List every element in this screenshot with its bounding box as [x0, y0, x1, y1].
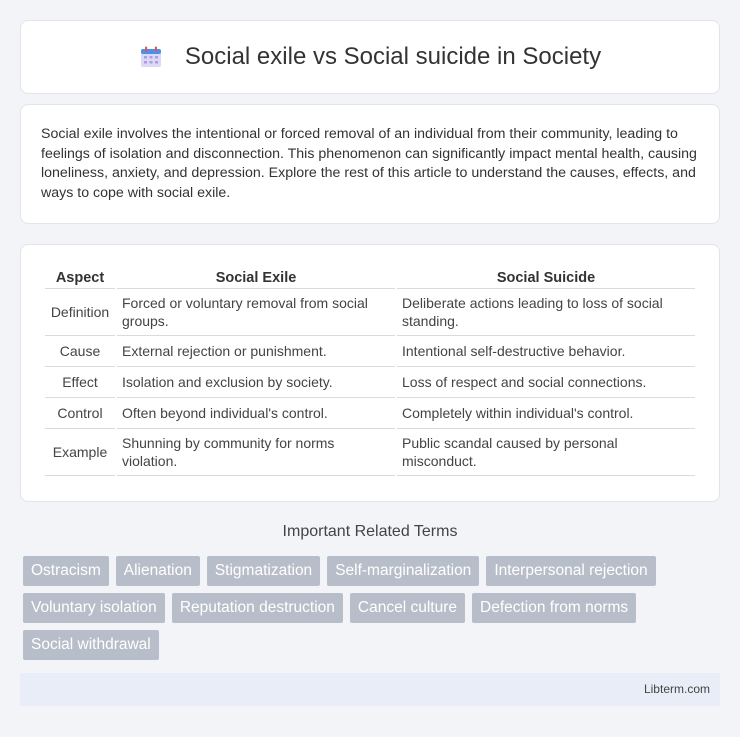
- table-cell-social-suicide: Deliberate actions leading to loss of social standing.: [397, 289, 695, 336]
- table-cell-social-suicide: Intentional self-destructive behavior.: [397, 336, 695, 367]
- related-term-tag[interactable]: Interpersonal rejection: [486, 556, 655, 586]
- column-header-social-exile: Social Exile: [117, 265, 395, 289]
- intro-text: Social exile involves the intentional or forced removal of an individual from their community, leading to feelings of isolation and disconnection. This phenomenon can significantly impact mental health, causing loneliness, anxiety, and depression. Explore the rest of this article to understand the causes, effects, and ways to cope with social exile.: [41, 126, 697, 201]
- related-term-tag[interactable]: Self-marginalization: [327, 556, 479, 586]
- comparison-table: [43, 265, 697, 476]
- related-terms-heading: Important Related Terms: [282, 523, 458, 540]
- calendar-icon: [139, 45, 163, 69]
- table-cell-social-exile: Often beyond individual's control.: [117, 398, 395, 429]
- related-term-tag[interactable]: Alienation: [116, 556, 200, 586]
- table-row: [45, 398, 695, 429]
- table-row: [45, 336, 695, 367]
- table-row: [45, 429, 695, 476]
- table-cell-aspect: Cause: [45, 336, 115, 367]
- related-term-tag[interactable]: Social withdrawal: [23, 630, 159, 660]
- table-cell-social-exile: Shunning by community for norms violation.: [117, 429, 395, 476]
- column-header-social-suicide: Social Suicide: [397, 265, 695, 289]
- footer: [20, 673, 720, 706]
- related-term-tag[interactable]: Cancel culture: [350, 593, 465, 623]
- related-term-tag[interactable]: Reputation destruction: [172, 593, 343, 623]
- table-cell-social-suicide: Public scandal caused by personal misconduct.: [397, 429, 695, 476]
- table-cell-social-exile: Forced or voluntary removal from social groups.: [117, 289, 395, 336]
- table-cell-social-suicide: Completely within individual's control.: [397, 398, 695, 429]
- comparison-table-card: [20, 244, 720, 502]
- related-term-tag[interactable]: Ostracism: [23, 556, 109, 586]
- table-header-row: [45, 265, 695, 289]
- related-terms-list: [23, 556, 723, 660]
- header-inner: [139, 43, 601, 71]
- column-header-aspect: Aspect: [45, 265, 115, 289]
- header-card: [20, 20, 720, 94]
- related-term-tag[interactable]: Voluntary isolation: [23, 593, 165, 623]
- table-cell-aspect: Effect: [45, 367, 115, 398]
- table-cell-social-exile: External rejection or punishment.: [117, 336, 395, 367]
- table-cell-aspect: Control: [45, 398, 115, 429]
- related-term-tag[interactable]: Defection from norms: [472, 593, 636, 623]
- table-cell-social-suicide: Loss of respect and social connections.: [397, 367, 695, 398]
- table-cell-aspect: Definition: [45, 289, 115, 336]
- table-row: [45, 289, 695, 336]
- table-cell-social-exile: Isolation and exclusion by society.: [117, 367, 395, 398]
- footer-site-link[interactable]: Libterm.com: [643, 682, 710, 696]
- intro-card: [20, 104, 720, 224]
- table-cell-aspect: Example: [45, 429, 115, 476]
- page-title: Social exile vs Social suicide in Society: [184, 43, 602, 70]
- related-term-tag[interactable]: Stigmatization: [207, 556, 320, 586]
- table-row: [45, 367, 695, 398]
